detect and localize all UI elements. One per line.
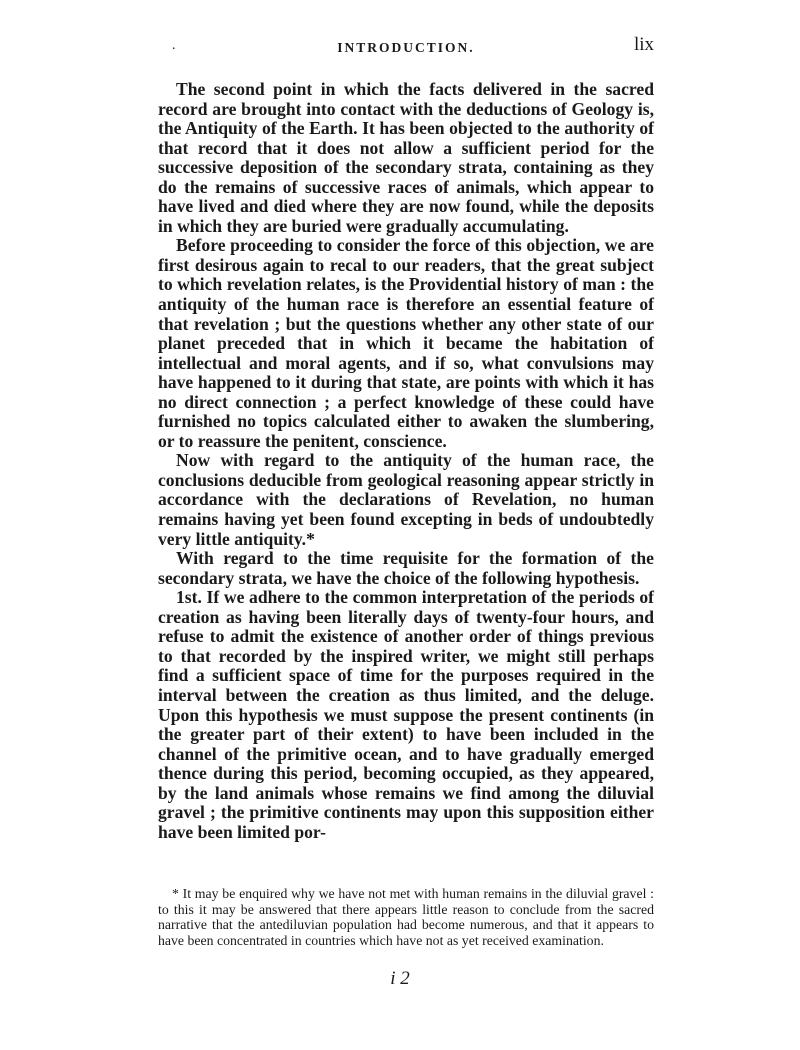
paragraph-objection: Before proceeding to consider the force of this objection, we are first desirous again to recal to our readers, that the great subject to which revelation relates, is the Providential history of man : the antiquity of the human race is therefore an essential feature of that revelation ; but the questions whether any other state of our planet preceded that in which it became the habitation of intellectual and moral agents, and if so, what convulsions may have happened to it during that state, are points with which it has no direct connection ; a perfect knowledge of these could have furnished no topics calculated either to awaken the slumbering, or to reassure the penitent, conscience.	[158, 235, 654, 451]
footnote-text: * It may be enquired why we have not met with human remains in the diluvial gravel : to this it may be answered that there appears little reason to conclude from the sacred narrative that the antediluvian population had become numerous, and that it appears to have been concentrated in countries which have not as yet received examination.	[158, 886, 654, 948]
footnote	[158, 886, 654, 948]
paragraph-hypotheses: With regard to the time requisite for the formation of the secondary strata, we have the choice of the following hypothesis.	[158, 548, 654, 588]
page-number: lix	[633, 34, 654, 55]
paragraph-human-race: Now with regard to the antiquity of the human race, the conclusions deducible from geological reasoning appear strictly in accordance with the declarations of Revelation, no human remains having yet been found excepting in beds of undoubtedly very little antiquity.*	[158, 450, 654, 549]
signature-mark: i 2	[390, 968, 410, 989]
head-dot-mark: .	[172, 38, 176, 53]
paragraph-antiquity-of-earth: The second point in which the facts delivered in the sacred record are brought into contact with the deductions of Geology is, the Antiquity of the Earth. It has been objected to the authority of that record that it does not allow a sufficient period for the successive deposition of the secondary strata, containing as they do the remains of successive races of animals, which appear to have lived and died where they are now found, while the deposits in which they are buried were gradually accumulating.	[158, 79, 654, 236]
body-text	[158, 80, 654, 842]
running-head-title: INTRODUCTION.	[337, 40, 475, 55]
paragraph-first-hypothesis: 1st. If we adhere to the common interpretation of the periods of creation as having been literally days of twenty-four hours, and refuse to admit the existence of another order of things previous to that recorded by the inspired writer, we might still perhaps find a sufficient space of time for the purposes required in the interval between the creation as thus limited, and the deluge. Upon this hypothesis we must suppose the present continents (in the greater part of their extent) to have been included in the channel of the primitive ocean, and to have gradually emerged thence during this period, becoming occupied, as they appeared, by the land animals whose remains we find among the diluvial gravel ; the primitive continents may upon this supposition either have been limited por-	[158, 587, 654, 842]
running-head	[158, 32, 654, 58]
